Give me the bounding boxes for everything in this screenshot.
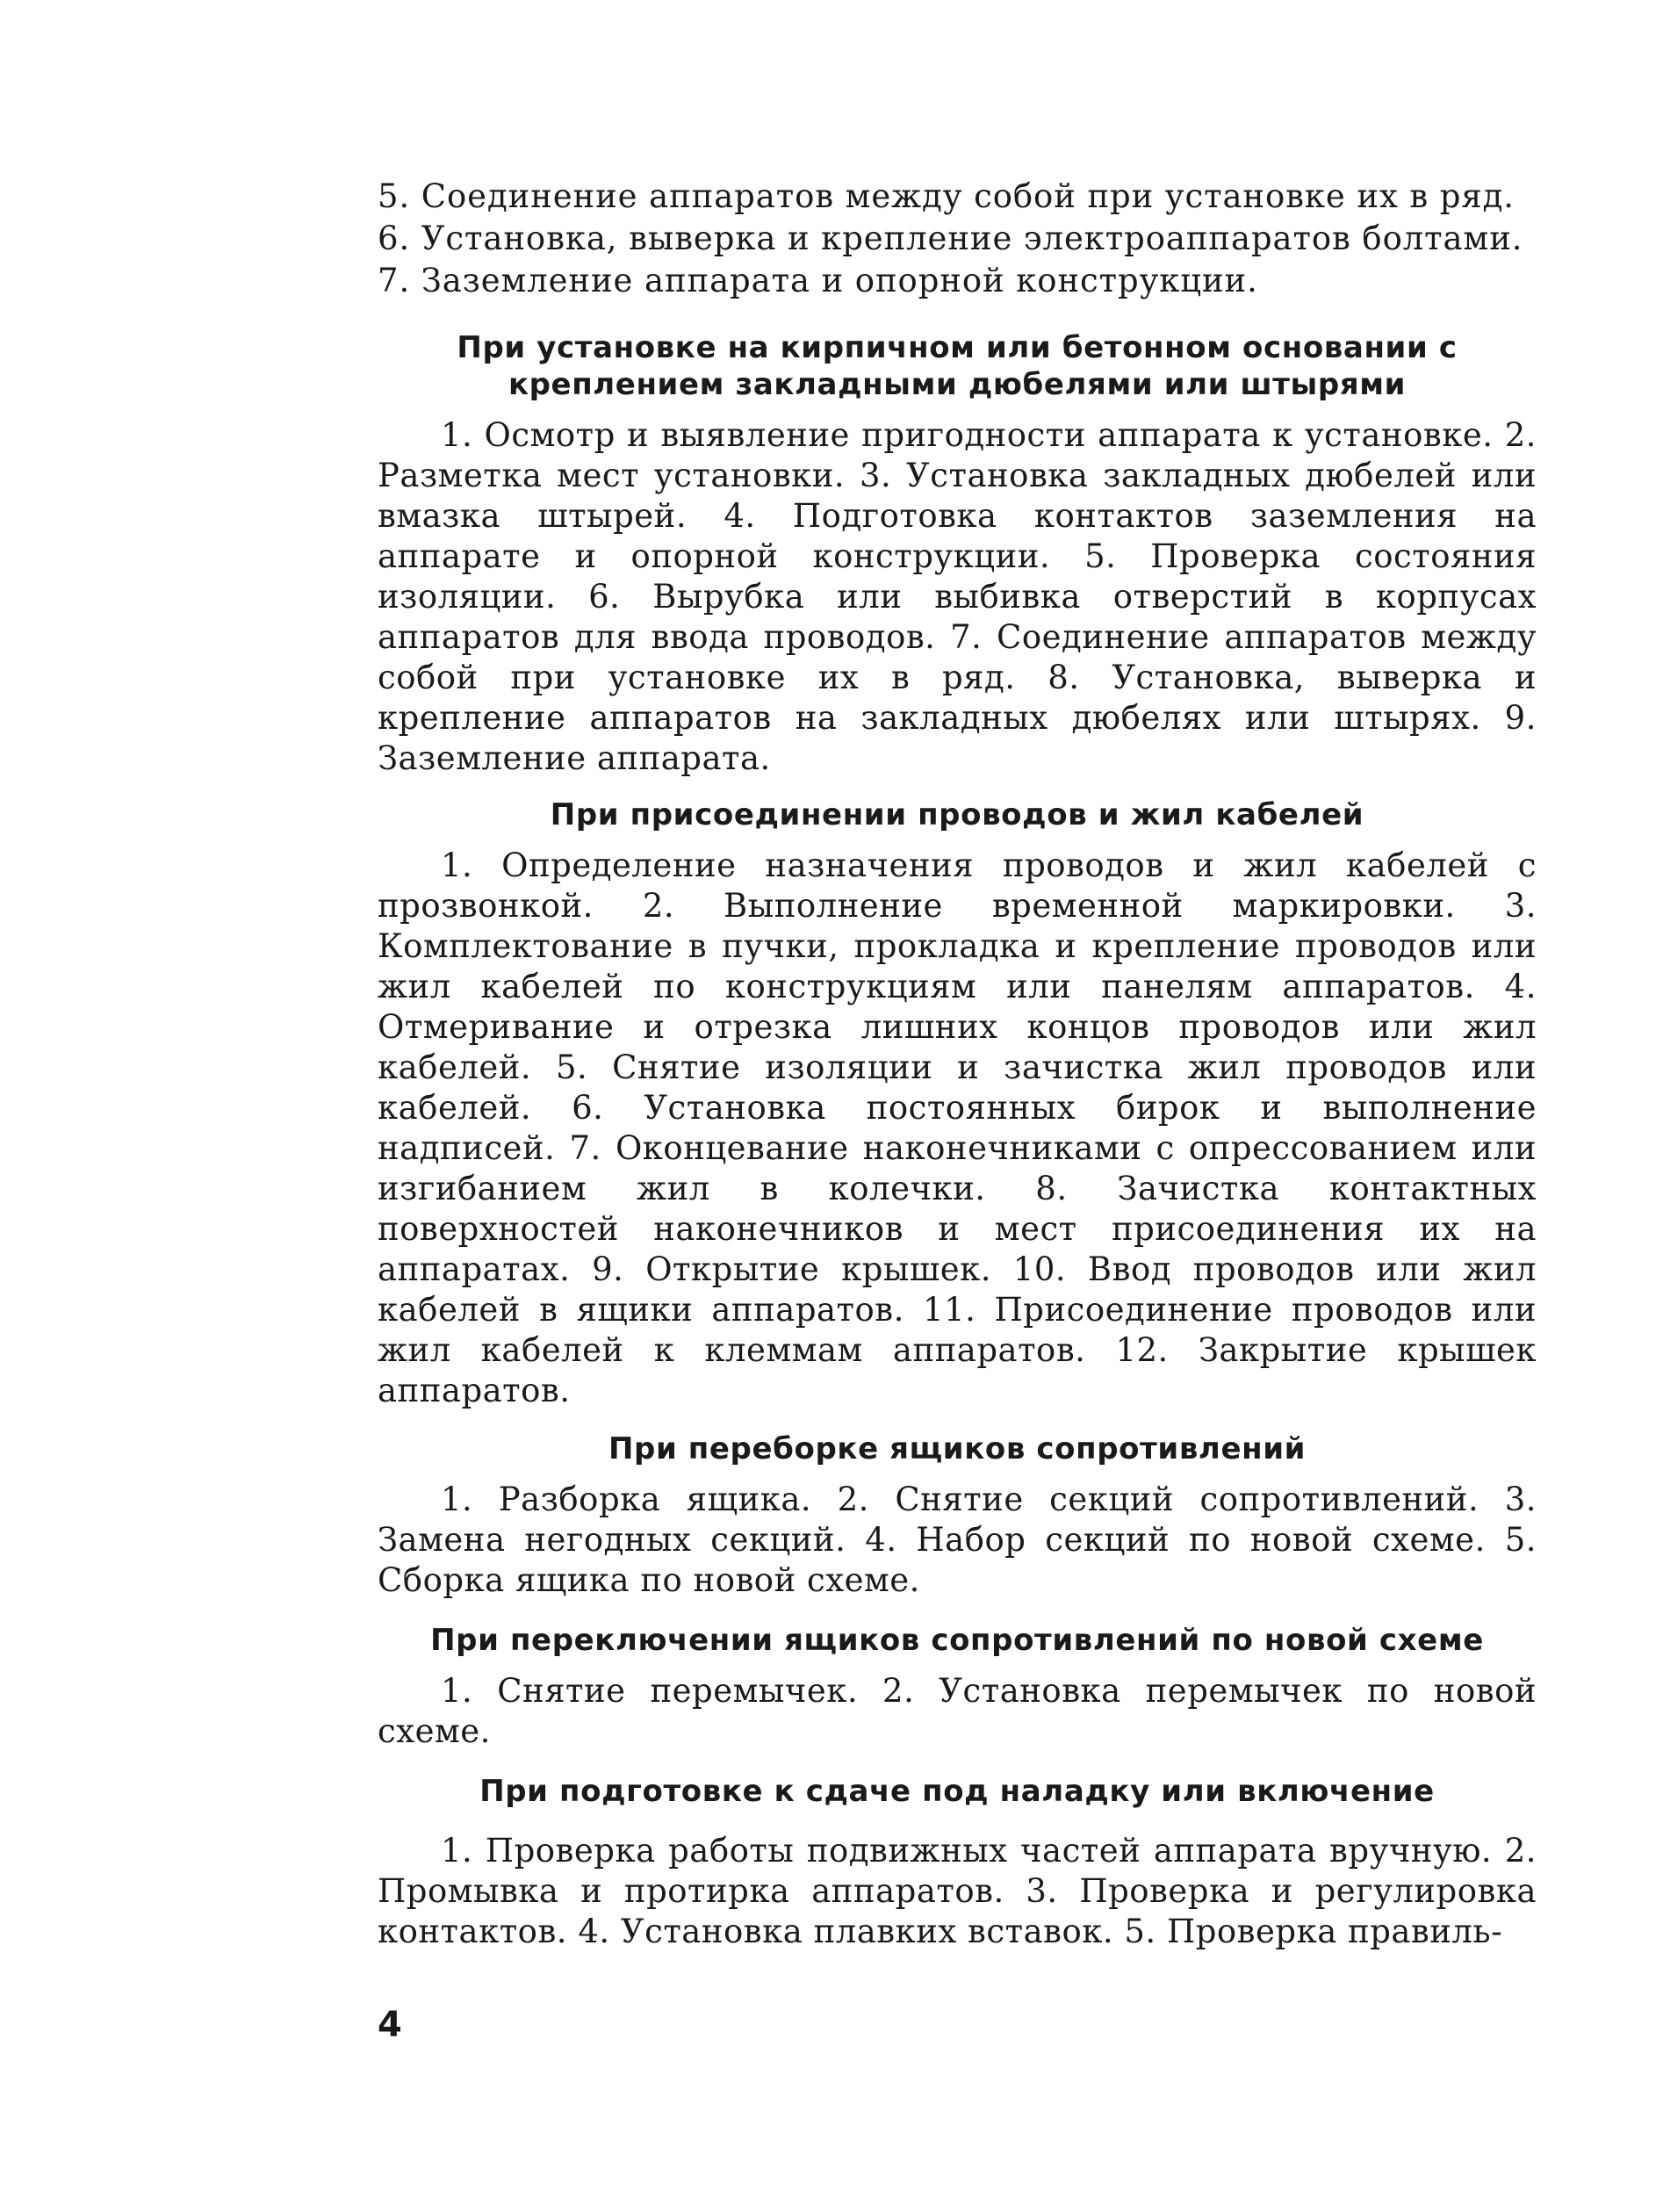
section-heading-resistor-switching: При переключении ящиков сопротивлений по новой схеме <box>430 1623 1484 1658</box>
section-heading-wiring: При присоединении проводов и жил кабелей <box>550 797 1364 832</box>
section-text-resistor-switching: 1. Снятие перемычек. 2. Установка перемычек по новой схеме. <box>378 1672 1537 1750</box>
section-text-commissioning: 1. Проверка работы подвижных частей аппарата вручную. 2. Промывка и протирка аппаратов. 3. Проверка и регулировка контактов. 4. Установка плавких вставок. 5. Проверка правиль- <box>378 1832 1537 1950</box>
list-item: 5. Соединение аппаратов между собой при установке их в ряд. <box>378 177 1515 215</box>
section-text-resistor-rework: 1. Разборка ящика. 2. Снятие секций сопротивлений. 3. Замена негодных секций. 4. Набор секций по новой схеме. 5. Сборка ящика по новой схеме. <box>378 1481 1537 1599</box>
section-text-mounting: 1. Осмотр и выявление пригодности аппарата к установке. 2. Разметка мест установки. 3. Установка закладных дюбелей или вмазка штырей. 4. Подготовка контактов заземления на аппарате и опорной конструкции. 5. Проверка состояния изоляции. 6. Вырубка или выбивка отверстий в корпусах аппаратов для ввода проводов. 7. Соединение аппаратов между собой при установке их в ряд. 8. Установка, выверка и крепление аппаратов на закладных дюбелях или штырях. 9. Заземление аппарата. <box>378 416 1537 777</box>
section-heading-resistor-rework: При переборке ящиков сопротивлений <box>608 1431 1307 1466</box>
section-heading-mounting: При установке на кирпичном или бетонном основании с креплением закладными дюбелями или штырями <box>457 330 1458 402</box>
list-item: 7. Заземление аппарата и опорной конструкции. <box>378 262 1258 299</box>
top-list <box>378 176 1537 302</box>
section-heading-commissioning: При подготовке к сдаче под наладку или включение <box>479 1774 1435 1809</box>
list-item: 6. Установка, выверка и крепление электроаппаратов болтами. <box>378 220 1523 257</box>
section-text-wiring: 1. Определение назначения проводов и жил кабелей с прозвонкой. 2. Выполнение временной маркировки. 3. Комплектование в пучки, прокладка и крепление проводов или жил кабелей по конструкциям или панелям аппаратов. 4. Отмеривание и отрезка лишних концов проводов или жил кабелей. 5. Снятие изоляции и зачистка жил проводов или кабелей. 6. Установка постоянных бирок и выполнение надписей. 7. Оконцевание наконечниками с опрессованием или изгибанием жил в колечки. 8. Зачистка контактных поверхностей наконечников и мест присоединения их на аппаратах. 9. Открытие крышек. 10. Ввод проводов или жил кабелей в ящики аппаратов. 11. Присоединение проводов или жил кабелей к клеммам аппаратов. 12. Закрытие крышек аппаратов. <box>378 847 1537 1409</box>
page-number: 4 <box>378 2005 402 2045</box>
page-content <box>378 176 1537 1952</box>
